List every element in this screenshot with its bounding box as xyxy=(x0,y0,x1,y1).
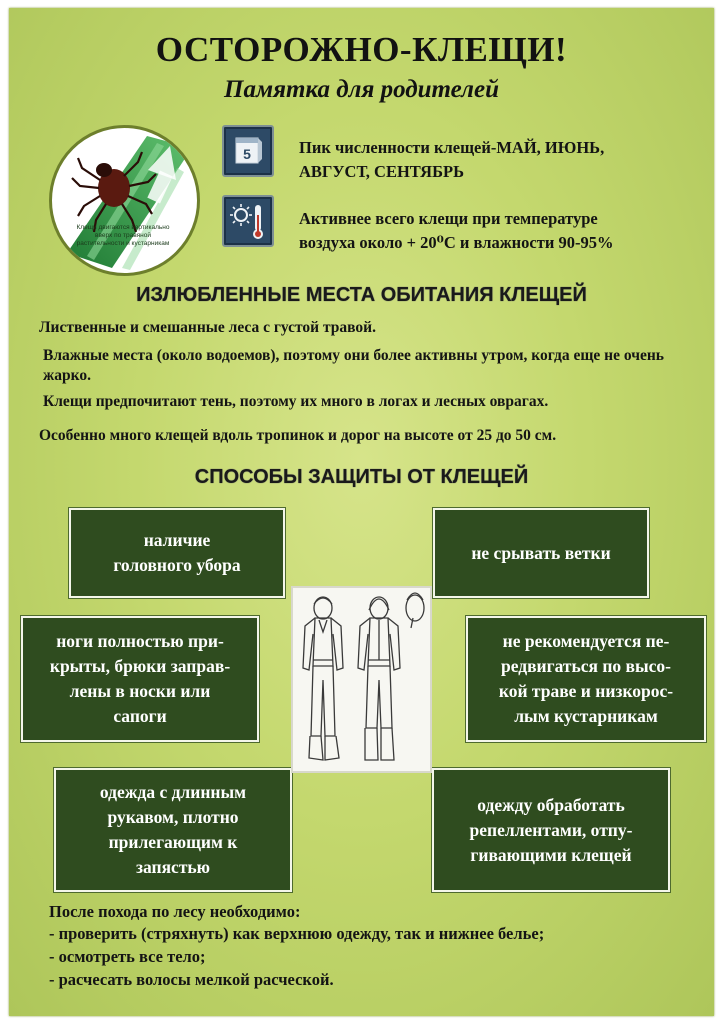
protection-box-headwear: наличие головного убора xyxy=(69,508,285,598)
page-title: ОСТОРОЖНО-КЛЕЩИ! xyxy=(155,30,568,69)
info-text-season xyxy=(299,136,699,184)
after-walk-heading: После похода по лесу необходимо: xyxy=(49,902,301,921)
calendar-icon xyxy=(222,125,274,177)
tick-on-grass-icon xyxy=(52,128,197,273)
thermometer-sun-icon xyxy=(222,195,274,247)
habitat-title: ИЗЛЮБЛЕННЫЕ МЕСТА ОБИТАНИЯ КЛЕЩЕЙ xyxy=(136,284,587,306)
protection-box-legs: ноги полностью при- крыты, брюки заправ- лены в носки или сапоги xyxy=(21,616,259,742)
after-walk-item: - осмотреть все тело; xyxy=(49,947,206,966)
poster xyxy=(9,8,714,1016)
protection-box-branches: не срывать ветки xyxy=(433,508,649,598)
after-walk-item: - расчесать волосы мелкой расческой. xyxy=(49,970,334,989)
info-temperature-line1: Активнее всего клещи при температуре xyxy=(299,209,598,228)
info-text-temperature xyxy=(299,207,699,255)
page-subtitle: Памятка для родителей xyxy=(224,76,499,103)
after-walk-item: - проверить (стряхнуть) как верхнюю одежду, так и нижнее белье; xyxy=(49,924,545,943)
protection-box-sleeves: одежда с длинным рукавом, плотно прилегающим к запястью xyxy=(54,768,292,892)
calendar-day: 5 xyxy=(243,146,251,162)
info-season-line1: Пик численности клещей-МАЙ, ИЮНЬ, xyxy=(299,138,605,157)
habitat-item: Влажные места (около водоемов), поэтому они более активны утром, когда еще не очень жарко. xyxy=(43,347,664,384)
habitat-item: Особенно много клещей вдоль тропинок и дорог на высоте от 25 до 50 см. xyxy=(39,427,557,444)
habitat-item: Лиственные и смешанные леса с густой травой. xyxy=(39,319,376,336)
protection-box-repellent: одежду обработать репеллентами, отпу- гивающими клещей xyxy=(432,768,670,892)
info-season-line2: АВГУСТ, СЕНТЯБРЬ xyxy=(299,162,464,181)
badge-caption: Клещи двигаются вертикально вверх по травяной растительности и кустарникам xyxy=(76,224,170,247)
habitat-item: Клещи предпочитают тень, поэтому их много в логах и лесных оврагах. xyxy=(43,393,549,410)
protective-clothing-illustration xyxy=(291,586,432,773)
tick-badge xyxy=(49,125,200,276)
protection-title: СПОСОБЫ ЗАЩИТЫ ОТ КЛЕЩЕЙ xyxy=(194,466,529,488)
protection-box-grass: не рекомендуется пе- редвигаться по высо- кой траве и низкорос- лым кустарникам xyxy=(466,616,706,742)
info-temperature-line2: воздуха около + 20⁰С и влажности 90-95% xyxy=(299,233,614,252)
